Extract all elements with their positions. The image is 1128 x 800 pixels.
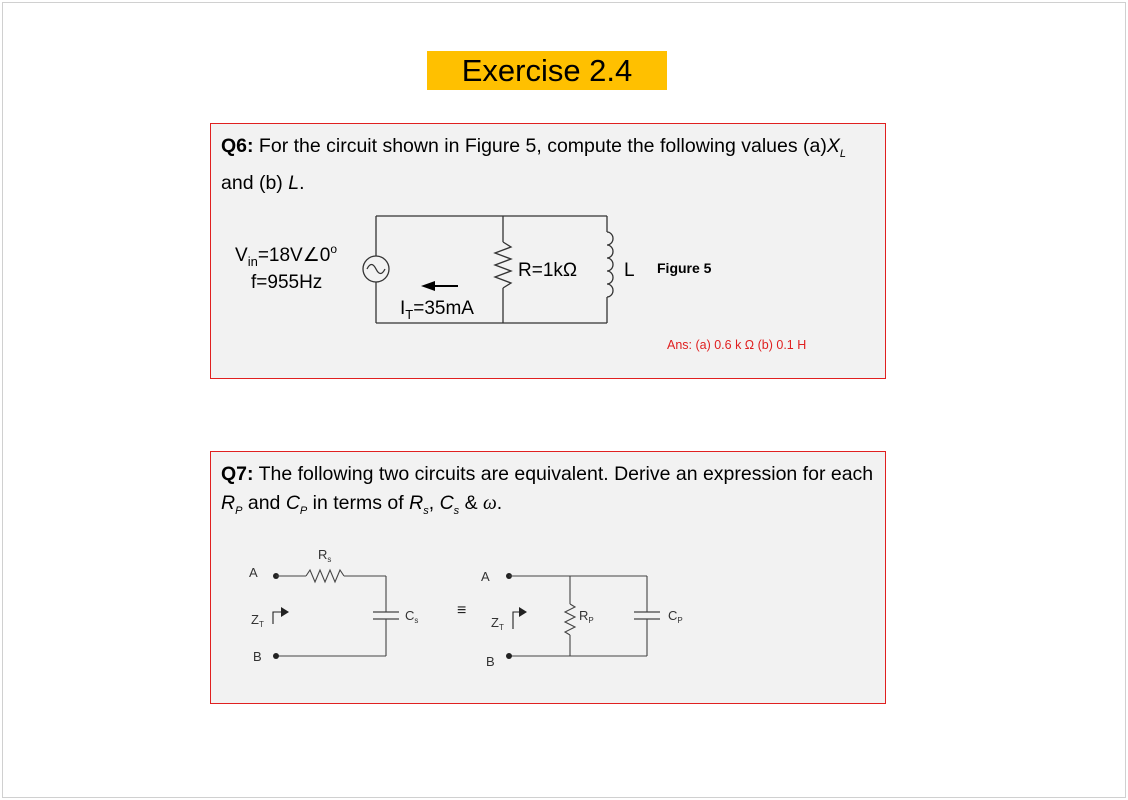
source-voltage-label: $V_{in}=18V\angle 0^o$ (235, 242, 338, 269)
parallel-circuit (481, 569, 683, 669)
series-circuit (249, 547, 418, 664)
zt-label-left: $Z_T$ (251, 612, 264, 629)
series-capacitor-icon (373, 612, 399, 619)
node-b-dot-left (273, 653, 279, 659)
q7-cp: $C_P$ (285, 492, 308, 517)
equivalent-circuits (211, 452, 887, 705)
rp-label: $R_P$ (579, 608, 594, 625)
q7-cs: $C_s$ (439, 492, 460, 517)
inductor-icon (607, 232, 613, 297)
q6-xl: $X_L$ (826, 135, 847, 160)
q7-omega: ω (483, 493, 497, 514)
node-b-label-right: B (486, 654, 495, 669)
node-a-label-right: A (481, 569, 490, 584)
resistor-label: R=1kΩ (518, 260, 578, 281)
q6-text-b: and (b) (221, 171, 289, 194)
source-frequency-label: f=955Hz (251, 272, 323, 293)
series-resistor-icon (306, 570, 344, 582)
q6-l-var: L (288, 171, 300, 194)
current-label: $I_T=35mA$ (400, 298, 474, 322)
q7-label: Q7: (221, 463, 254, 485)
cp-label: $C_P$ (668, 608, 683, 625)
parallel-resistor-icon (565, 604, 575, 635)
q7-rs: $R_s$ (409, 492, 429, 517)
zt-label-right: $Z_T$ (491, 615, 504, 632)
q6-text-c: . (299, 171, 305, 194)
impedance-arrow-icon-right (513, 607, 527, 629)
parallel-capacitor-icon (634, 612, 660, 619)
node-b-dot-right (506, 653, 512, 659)
rs-label: $R_s$ (318, 547, 332, 564)
q6-label: Q6: (221, 135, 254, 157)
q6-answer: Ans: (a) 0.6 k Ω (b) 0.1 H (667, 338, 807, 352)
figure-5-label: Figure 5 (657, 260, 712, 276)
impedance-arrow-icon-left (273, 607, 289, 624)
slide-title: Exercise 2.4 (427, 51, 667, 90)
cs-label: $C_s$ (405, 608, 419, 625)
q6-text-a: For the circuit shown in Figure 5, compute the following values (a) (253, 135, 827, 157)
node-b-label-left: B (253, 649, 262, 664)
current-arrow-icon (421, 281, 458, 291)
resistor-icon (495, 242, 511, 288)
question-6-box (210, 123, 886, 379)
inductor-label: L (624, 260, 635, 281)
question-7-box (210, 451, 886, 704)
slide (2, 2, 1126, 798)
equivalence-symbol: ≡ (457, 602, 467, 619)
q7-rp: $R_P$ (221, 492, 243, 517)
node-a-label-left: A (249, 565, 258, 580)
question-7-text: Q7: The following two circuits are equivalent. Derive an expression for each $R_P$ and $C_P$ in terms of $R_s$, $C_s$ & ω. (221, 463, 874, 517)
ac-source-icon (363, 256, 389, 282)
